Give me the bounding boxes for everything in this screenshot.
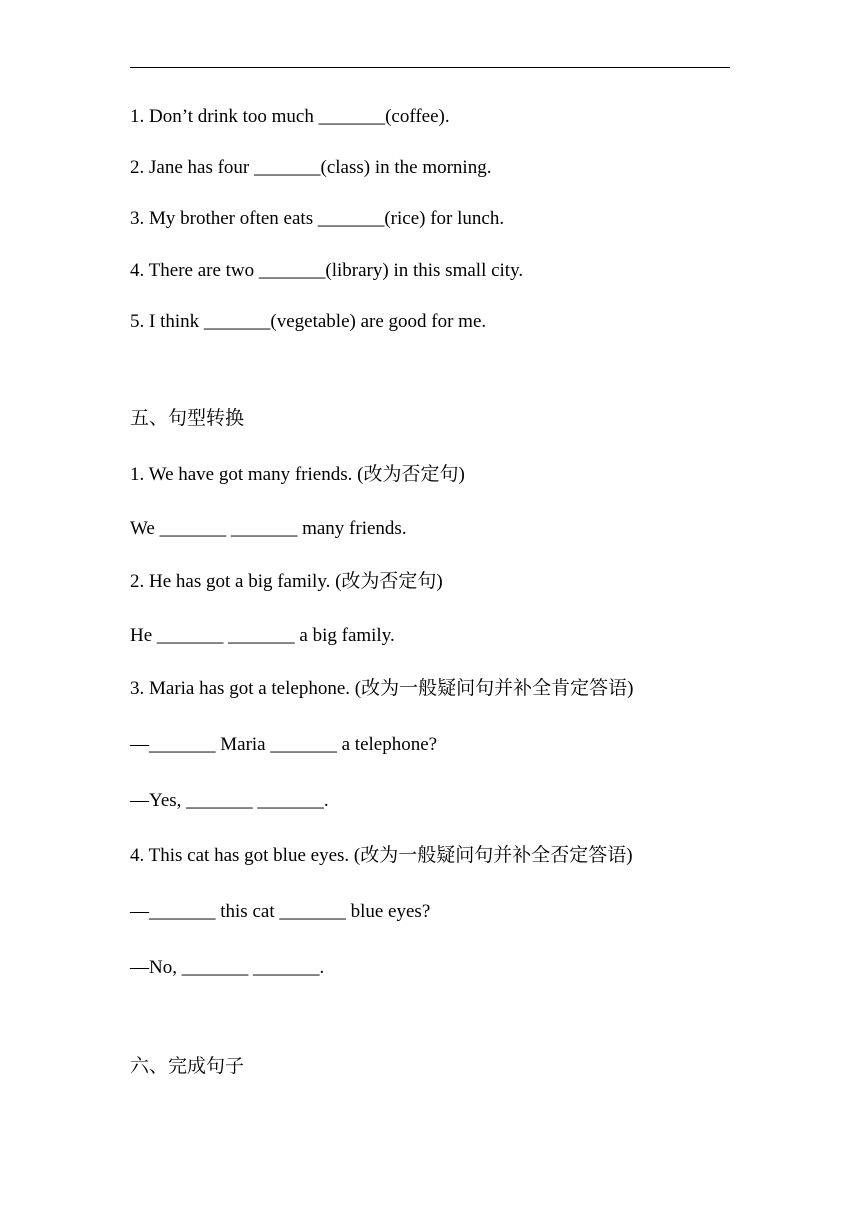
- q2-prompt: 2. He has got a big family. (改为否定句): [130, 571, 443, 592]
- q3-prompt: 3. Maria has got a telephone. (改为一般疑问句并补全肯定答语): [130, 678, 634, 699]
- q4-question: —_______ this cat _______ blue eyes?: [130, 901, 431, 922]
- fill-in-item-3: 3. My brother often eats _______(rice) for lunch.: [130, 208, 505, 229]
- q4-reply: —No, _______ _______.: [130, 957, 325, 978]
- q2-answer: He _______ _______ a big family.: [130, 625, 395, 646]
- section-five-heading: 五、句型转换: [130, 408, 245, 429]
- fill-in-item-5: 5. I think _______(vegetable) are good for me.: [130, 311, 487, 332]
- q1-prompt: 1. We have got many friends. (改为否定句): [130, 464, 465, 485]
- section-six-heading: 六、完成句子: [130, 1056, 245, 1077]
- q4-prompt: 4. This cat has got blue eyes. (改为一般疑问句并补全否定答语): [130, 845, 633, 866]
- fill-in-item-2: 2. Jane has four _______(class) in the morning.: [130, 157, 492, 178]
- q1-answer: We _______ _______ many friends.: [130, 518, 407, 539]
- q3-reply: —Yes, _______ _______.: [130, 790, 329, 811]
- fill-in-item-4: 4. There are two _______(library) in this small city.: [130, 260, 524, 281]
- header-rule: [130, 67, 730, 68]
- fill-in-item-1: 1. Don’t drink too much _______(coffee).: [130, 106, 450, 127]
- q3-question: —_______ Maria _______ a telephone?: [130, 734, 438, 755]
